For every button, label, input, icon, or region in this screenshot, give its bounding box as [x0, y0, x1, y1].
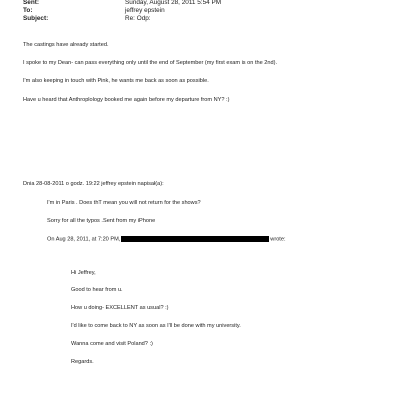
- quoted-line: Good to hear from u.: [71, 287, 123, 293]
- quoted-line: I'm in Paris . Does thT mean you will not return for the shows?: [47, 200, 201, 206]
- to-value: jeffrey epstein: [125, 7, 165, 14]
- redaction-bar: [121, 236, 269, 242]
- subject-value: Re: Odp:: [125, 15, 151, 22]
- attribution-suffix: wrote:: [270, 236, 286, 243]
- quoted-line: How u doing- EXCELLENT as usual? :): [71, 305, 169, 311]
- quote-attribution: Dnia 28-08-2011 o godz. 19:22 jeffrey epstein napisał(a):: [23, 181, 164, 187]
- body-line: The castings have already started.: [23, 42, 109, 48]
- body-line: I spoke to my Dean- can pass everything only until the end of September (my first exam is on the 2nd).: [23, 60, 278, 66]
- quoted-line: Wanna come and visit Poland? :): [71, 341, 153, 347]
- attribution-prefix: On Aug 28, 2011, at 7:20 PM,: [47, 236, 121, 243]
- quoted-line: I'd like to come back to NY as soon as I'll be done with my university.: [71, 323, 241, 329]
- quoted-line: Sorry for all the typos .Sent from my iPhone: [47, 218, 156, 224]
- body-line: Have u heard that Anthroplology booked me again before my departure from NY? :): [23, 97, 230, 103]
- quoted-line: Regards.: [71, 359, 94, 365]
- sent-value: Sunday, August 28, 2011 5:54 PM: [125, 0, 222, 6]
- to-label: To:: [23, 7, 33, 14]
- quoted-line: Hi Jeffrey,: [71, 270, 96, 276]
- sent-label: Sent:: [23, 0, 39, 6]
- subject-label: Subject:: [23, 15, 49, 22]
- body-line: I'm also keeping in touch with Pink, he wants me back as soon as possible.: [23, 78, 209, 84]
- quote-attribution-2: [47, 236, 286, 243]
